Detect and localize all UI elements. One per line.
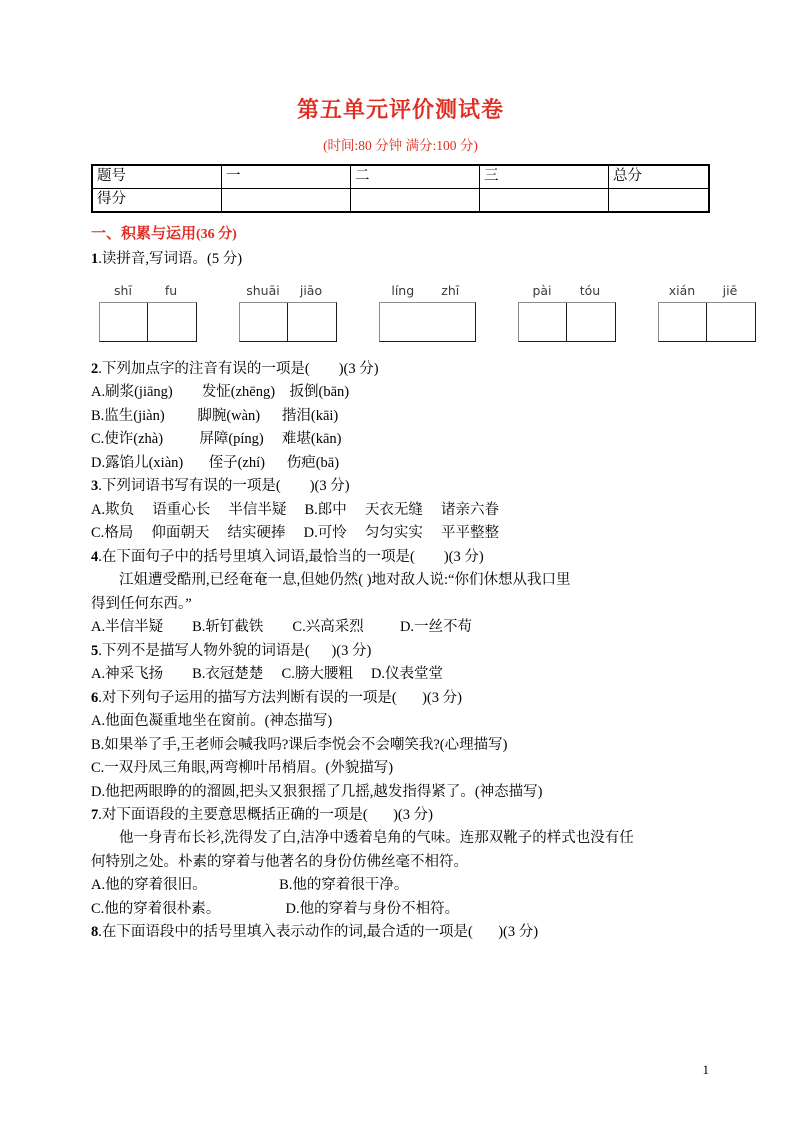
- question-6-option-c[interactable]: C.一双丹凤三角眼,两弯柳叶吊梢眉。(外貌描写): [91, 760, 394, 777]
- answer-box-cell[interactable]: [240, 303, 288, 341]
- page-title: 第五单元评价测试卷: [296, 97, 504, 122]
- question-7-text: .对下面语段的主要意思概括正确的一项是( )(3 分): [98, 807, 433, 823]
- question-1-number: 1: [91, 251, 99, 268]
- question-2-option-c[interactable]: C.使诈(zhà) 屏障(píng) 难堪(kān): [91, 431, 342, 448]
- question-5-number: 5: [91, 642, 99, 659]
- pinyin-syllable: shuāi: [246, 282, 280, 298]
- pinyin-label-row: [379, 283, 474, 300]
- answer-box-cell[interactable]: [707, 303, 755, 341]
- pinyin-syllable: líng: [391, 282, 415, 298]
- pinyin-syllable: xián: [668, 282, 696, 298]
- question-6-number: 6: [91, 689, 99, 706]
- question-1-stem: [91, 248, 710, 271]
- pinyin-label-row: [99, 283, 195, 300]
- pinyin-writing-grid: [91, 282, 738, 342]
- question-7-passage-line-2: 何特别之处。朴素的穿着与他著名的身份仿佛丝毫不相符。: [91, 853, 468, 870]
- answer-box-cell[interactable]: [567, 303, 615, 341]
- answer-box-group[interactable]: [379, 302, 476, 342]
- question-6-text: .对下列句子运用的描写方法判断有误的一项是( )(3 分): [98, 689, 462, 706]
- question-6-option-b[interactable]: B.如果举了手,王老师会喊我吗?课后李悦会不会嘲笑我?(心理描写): [91, 736, 508, 753]
- pinyin-label-row: [518, 283, 614, 300]
- question-2-text: .下列加点字的注音有误的一项是( )(3 分): [98, 360, 379, 377]
- question-8-text: .在下面语段中的括号里填入表示动作的词,最合适的一项是( )(3 分): [98, 924, 539, 941]
- answer-box-group[interactable]: [518, 302, 616, 342]
- pinyin-group: [658, 283, 756, 342]
- score-table-cell: 一: [222, 165, 351, 189]
- answer-box-group[interactable]: [239, 302, 337, 342]
- question-2-stem: [91, 358, 710, 381]
- question-2-option-a[interactable]: A.刷浆(jiāng) 发怔(zhēng) 扳倒(bān): [91, 384, 350, 401]
- page-content: [91, 96, 738, 945]
- pinyin-group: [518, 283, 616, 342]
- question-5-options-row[interactable]: A.神采飞扬 B.衣冠楚楚 C.膀大腰粗 D.仪表堂堂: [91, 666, 444, 683]
- pinyin-group: [239, 283, 337, 342]
- score-table-cell-blank[interactable]: [351, 188, 480, 212]
- page-number: 1: [702, 1062, 709, 1077]
- answer-box-cell[interactable]: [288, 303, 336, 341]
- section-heading-label: 一、积累与运用: [91, 225, 197, 242]
- exam-meta-subtitle: (时间:80 分钟 满分:100 分): [323, 137, 478, 153]
- pinyin-group: [99, 283, 197, 342]
- pinyin-group: [379, 283, 476, 342]
- answer-box-cell[interactable]: [100, 303, 148, 341]
- question-3-number: 3: [91, 478, 99, 495]
- score-table-cell: 二: [351, 165, 480, 189]
- score-table-cell-blank[interactable]: [222, 188, 351, 212]
- question-8-number: 8: [91, 924, 99, 941]
- pinyin-syllable: zhī: [441, 282, 460, 298]
- question-5-stem: [91, 640, 710, 663]
- answer-box-cell[interactable]: [659, 303, 707, 341]
- pinyin-syllable: jiē: [722, 282, 738, 298]
- question-4-stem: [91, 546, 710, 569]
- question-4-options-row[interactable]: A.半信半疑 B.斩钉截铁 C.兴高采烈 D.一丝不苟: [91, 619, 473, 636]
- pinyin-label-row: [658, 283, 754, 300]
- question-4-passage-line-1: 江姐遭受酷刑,已经奄奄一息,但她仍然( )地对敌人说:“你们休想从我口里: [119, 572, 571, 589]
- question-3-text: .下列词语书写有误的一项是( )(3 分): [98, 478, 350, 495]
- answer-box-cell[interactable]: [519, 303, 567, 341]
- question-3-options-row-2[interactable]: C.格局 仰面朝天 结实硬捧 D.可怜 匀匀实实 平平整整: [91, 525, 500, 542]
- score-table-cell: 总分: [609, 165, 710, 189]
- question-6-stem: [91, 687, 710, 710]
- pinyin-syllable: tóu: [579, 282, 601, 298]
- score-table-cell: 三: [480, 165, 609, 189]
- score-table-cell: 得分: [92, 188, 222, 212]
- question-7-options-row-2[interactable]: C.他的穿着很朴素。 D.他的穿着与身份不相符。: [91, 900, 460, 917]
- score-table: [91, 164, 710, 213]
- question-7-passage-line-1: 他一身青布长衫,洗得发了白,洁净中透着皂角的气味。连那双靴子的样式也没有任: [119, 830, 634, 847]
- question-4-text: .在下面句子中的括号里填入词语,最恰当的一项是( )(3 分): [98, 548, 484, 565]
- table-row: [92, 165, 709, 189]
- pinyin-syllable: shī: [114, 282, 132, 298]
- question-2-option-d[interactable]: D.露馅儿(xiàn) 侄子(zhí) 伤疤(bā): [91, 454, 340, 471]
- score-table-cell-blank[interactable]: [609, 188, 710, 212]
- question-2-number: 2: [91, 360, 99, 377]
- table-row: [92, 188, 709, 212]
- score-table-cell-blank[interactable]: [480, 188, 609, 212]
- question-6-option-d[interactable]: D.他把两眼睁的的溜圆,把头又狠狠摇了几摇,越发指得紧了。(神态描写): [91, 783, 543, 800]
- question-1-text: .读拼音,写词语。(5 分): [98, 251, 243, 268]
- answer-box-group[interactable]: [99, 302, 197, 342]
- section-heading-points: (36 分): [196, 226, 237, 242]
- answer-box-cell[interactable]: [380, 303, 475, 341]
- question-4-number: 4: [91, 548, 99, 565]
- pinyin-label-row: [239, 283, 335, 300]
- answer-box-cell[interactable]: [148, 303, 196, 341]
- question-3-stem: [91, 475, 710, 498]
- pinyin-syllable: fu: [164, 282, 178, 298]
- question-2-option-b[interactable]: B.监生(jiàn) 脚腕(wàn) 揩泪(kāi): [91, 407, 339, 424]
- question-6-option-a[interactable]: A.他面色凝重地坐在窗前。(神态描写): [91, 713, 333, 730]
- answer-box-group[interactable]: [658, 302, 756, 342]
- question-3-options-row-1[interactable]: A.欺负 语重心长 半信半疑 B.郎中 天衣无缝 诸亲六眷: [91, 501, 500, 518]
- question-7-options-row-1[interactable]: A.他的穿着很旧。 B.他的穿着很干净。: [91, 877, 409, 894]
- question-5-text: .下列不是描写人物外貌的词语是( )(3 分): [98, 642, 372, 659]
- question-8-stem: [91, 921, 710, 944]
- question-7-number: 7: [91, 807, 99, 823]
- section-heading: [91, 224, 710, 246]
- pinyin-syllable: pài: [532, 282, 552, 298]
- score-table-cell: 题号: [92, 165, 222, 189]
- question-4-passage-line-2: 得到任何东西。”: [91, 595, 192, 612]
- pinyin-syllable: jiāo: [299, 282, 323, 298]
- question-7-stem: [91, 804, 710, 827]
